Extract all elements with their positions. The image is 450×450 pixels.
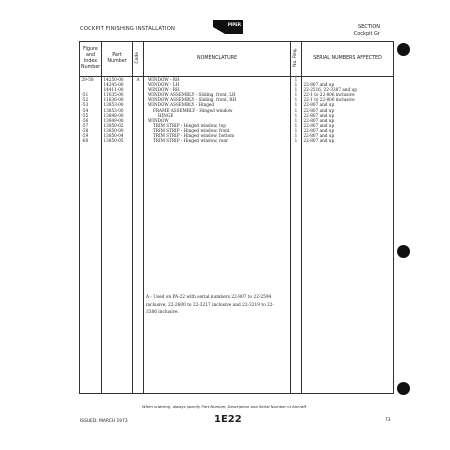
cell-part: 14250-00 — [102, 77, 133, 83]
col-header-serial: SERIAL NUMBERS AFFECTED — [302, 42, 394, 77]
page-id: 1E22 — [214, 414, 242, 425]
table-header-row — [80, 42, 394, 77]
cell-fig: -57 — [80, 123, 102, 128]
cell-nom: HINGE — [144, 113, 291, 118]
cell-nom: WINDOW - RH — [144, 77, 291, 83]
empty-cell — [302, 143, 394, 394]
cell-fig: -59 — [80, 133, 102, 138]
empty-cell — [80, 143, 102, 394]
cell-nom: WINDOW - RH — [144, 87, 291, 92]
cell-nom: WINDOW ASSEMBLY - Sliding, front, RH — [144, 97, 291, 102]
issue-date: ISSUED: MARCH 1973 — [80, 419, 128, 424]
cell-fig: -56 — [80, 118, 102, 123]
cell-serial: 22-807 and up — [302, 123, 394, 128]
cell-req: 1 — [291, 87, 302, 92]
cell-req: 1 — [291, 128, 302, 133]
cell-part: 13850-02 — [102, 123, 133, 128]
piper-logo — [213, 20, 243, 34]
logo-wedge-icon — [213, 27, 225, 34]
cell-part: 13853-00 — [102, 102, 133, 107]
page-header-title: COCKPIT FINISHING INSTALLATION — [80, 26, 176, 32]
cell-req: 1 — [291, 77, 302, 83]
binder-hole-icon — [397, 43, 410, 56]
col-header-figure: Figure and Index Number — [80, 42, 102, 77]
cell-nom: TRIM STRIP - Hinged window, bottom — [144, 133, 291, 138]
cell-serial: 22-807 and up — [302, 102, 394, 107]
cell-serial: 22-1 to 22-806 inclusive — [302, 97, 394, 102]
cell-serial: 22-807 and up — [302, 108, 394, 113]
col-header-req: No. Req. — [291, 42, 302, 77]
cell-part: 13850-05 — [102, 138, 133, 143]
cell-serial: 22-807 and up — [302, 128, 394, 133]
cell-part: 14245-00 — [102, 82, 133, 87]
cell-part: 11635-00 — [102, 92, 133, 97]
section-label: SECTION — [357, 24, 380, 30]
binder-hole-icon — [397, 382, 410, 395]
cell-req: 1 — [291, 102, 302, 107]
empty-cell — [102, 143, 133, 394]
cell-nom: WINDOW - LH — [144, 82, 291, 87]
cell-req: 1 — [291, 97, 302, 102]
empty-cell — [291, 143, 302, 394]
parts-table-body — [80, 77, 394, 394]
empty-cell — [144, 143, 291, 394]
cell-serial: 22-1 to 22-806 inclusive — [302, 92, 394, 97]
cell-nom: WINDOW — [144, 118, 291, 123]
cell-fig: -58 — [80, 128, 102, 133]
cell-fig: -51 — [80, 92, 102, 97]
cell-fig: -55 — [80, 113, 102, 118]
cell-serial: 22-807 and up — [302, 138, 394, 143]
section-header — [354, 24, 380, 38]
page-number: 73 — [385, 418, 391, 423]
cell-part: 13849-00 — [102, 118, 133, 123]
cell-serial: 22-807 and up — [302, 82, 394, 87]
cell-code: A — [133, 77, 144, 83]
ordering-footer: When ordering, always specify Part Number, Description and Serial Number of Aircraft — [142, 404, 307, 409]
cell-fig: -54 — [80, 108, 102, 113]
cell-req: 1 — [291, 133, 302, 138]
table-filler-row — [80, 143, 394, 394]
cell-nom: TRIM STRIP - Hinged window, front — [144, 128, 291, 133]
cell-nom: TRIM STRIP - Hinged window, top — [144, 123, 291, 128]
parts-table — [79, 41, 394, 394]
section-subtitle: Cockpit Gr — [353, 31, 380, 37]
cell-req: 1 — [291, 82, 302, 87]
empty-cell — [133, 143, 144, 394]
cell-req: 1 — [291, 92, 302, 97]
cell-fig: -60 — [80, 138, 102, 143]
cell-fig: 29-50 — [80, 77, 102, 83]
logo-text: PIPER — [227, 22, 241, 27]
cell-serial: 22-807 and up — [302, 118, 394, 123]
col-header-nomenclature: NOMENCLATURE — [144, 42, 291, 77]
col-header-part: Part Number — [102, 42, 133, 77]
cell-fig: -53 — [80, 102, 102, 107]
cell-req: 1 — [291, 113, 302, 118]
cell-part: 13850-04 — [102, 133, 133, 138]
cell-nom: FRAME ASSEMBLY - Hinged window — [144, 108, 291, 113]
cell-part: 13850-00 — [102, 128, 133, 133]
cell-part: 13848-00 — [102, 113, 133, 118]
cell-req: 1 — [291, 123, 302, 128]
code-note: A - Used on PA-22 with serial numbers 22-807 to 22-2594 inclusive, 22-2600 to 22-3217 inclusive and 22-3219 to 22-3386 inclusive. — [146, 295, 274, 315]
binder-hole-icon — [397, 245, 410, 258]
cell-serial: 22-807 and up — [302, 113, 394, 118]
cell-fig: -52 — [80, 97, 102, 102]
cell-req: 1 — [291, 108, 302, 113]
cell-part: 11636-00 — [102, 97, 133, 102]
cell-req: 1 — [291, 138, 302, 143]
cell-part: 13853-00 — [102, 108, 133, 113]
cell-nom: WINDOW ASSEMBLY - Sliding, front, LH — [144, 92, 291, 97]
cell-serial: 22-807 and up — [302, 133, 394, 138]
cell-req: 1 — [291, 118, 302, 123]
cell-part: 14411-00 — [102, 87, 133, 92]
cell-nom: TRIM STRIP - Hinged window, rear — [144, 138, 291, 143]
cell-serial: 22-2516, 22-3387 and up — [302, 87, 394, 92]
col-header-code: Code — [133, 42, 144, 77]
cell-nom: WINDOW ASSEMBLY - Hinged — [144, 102, 291, 107]
